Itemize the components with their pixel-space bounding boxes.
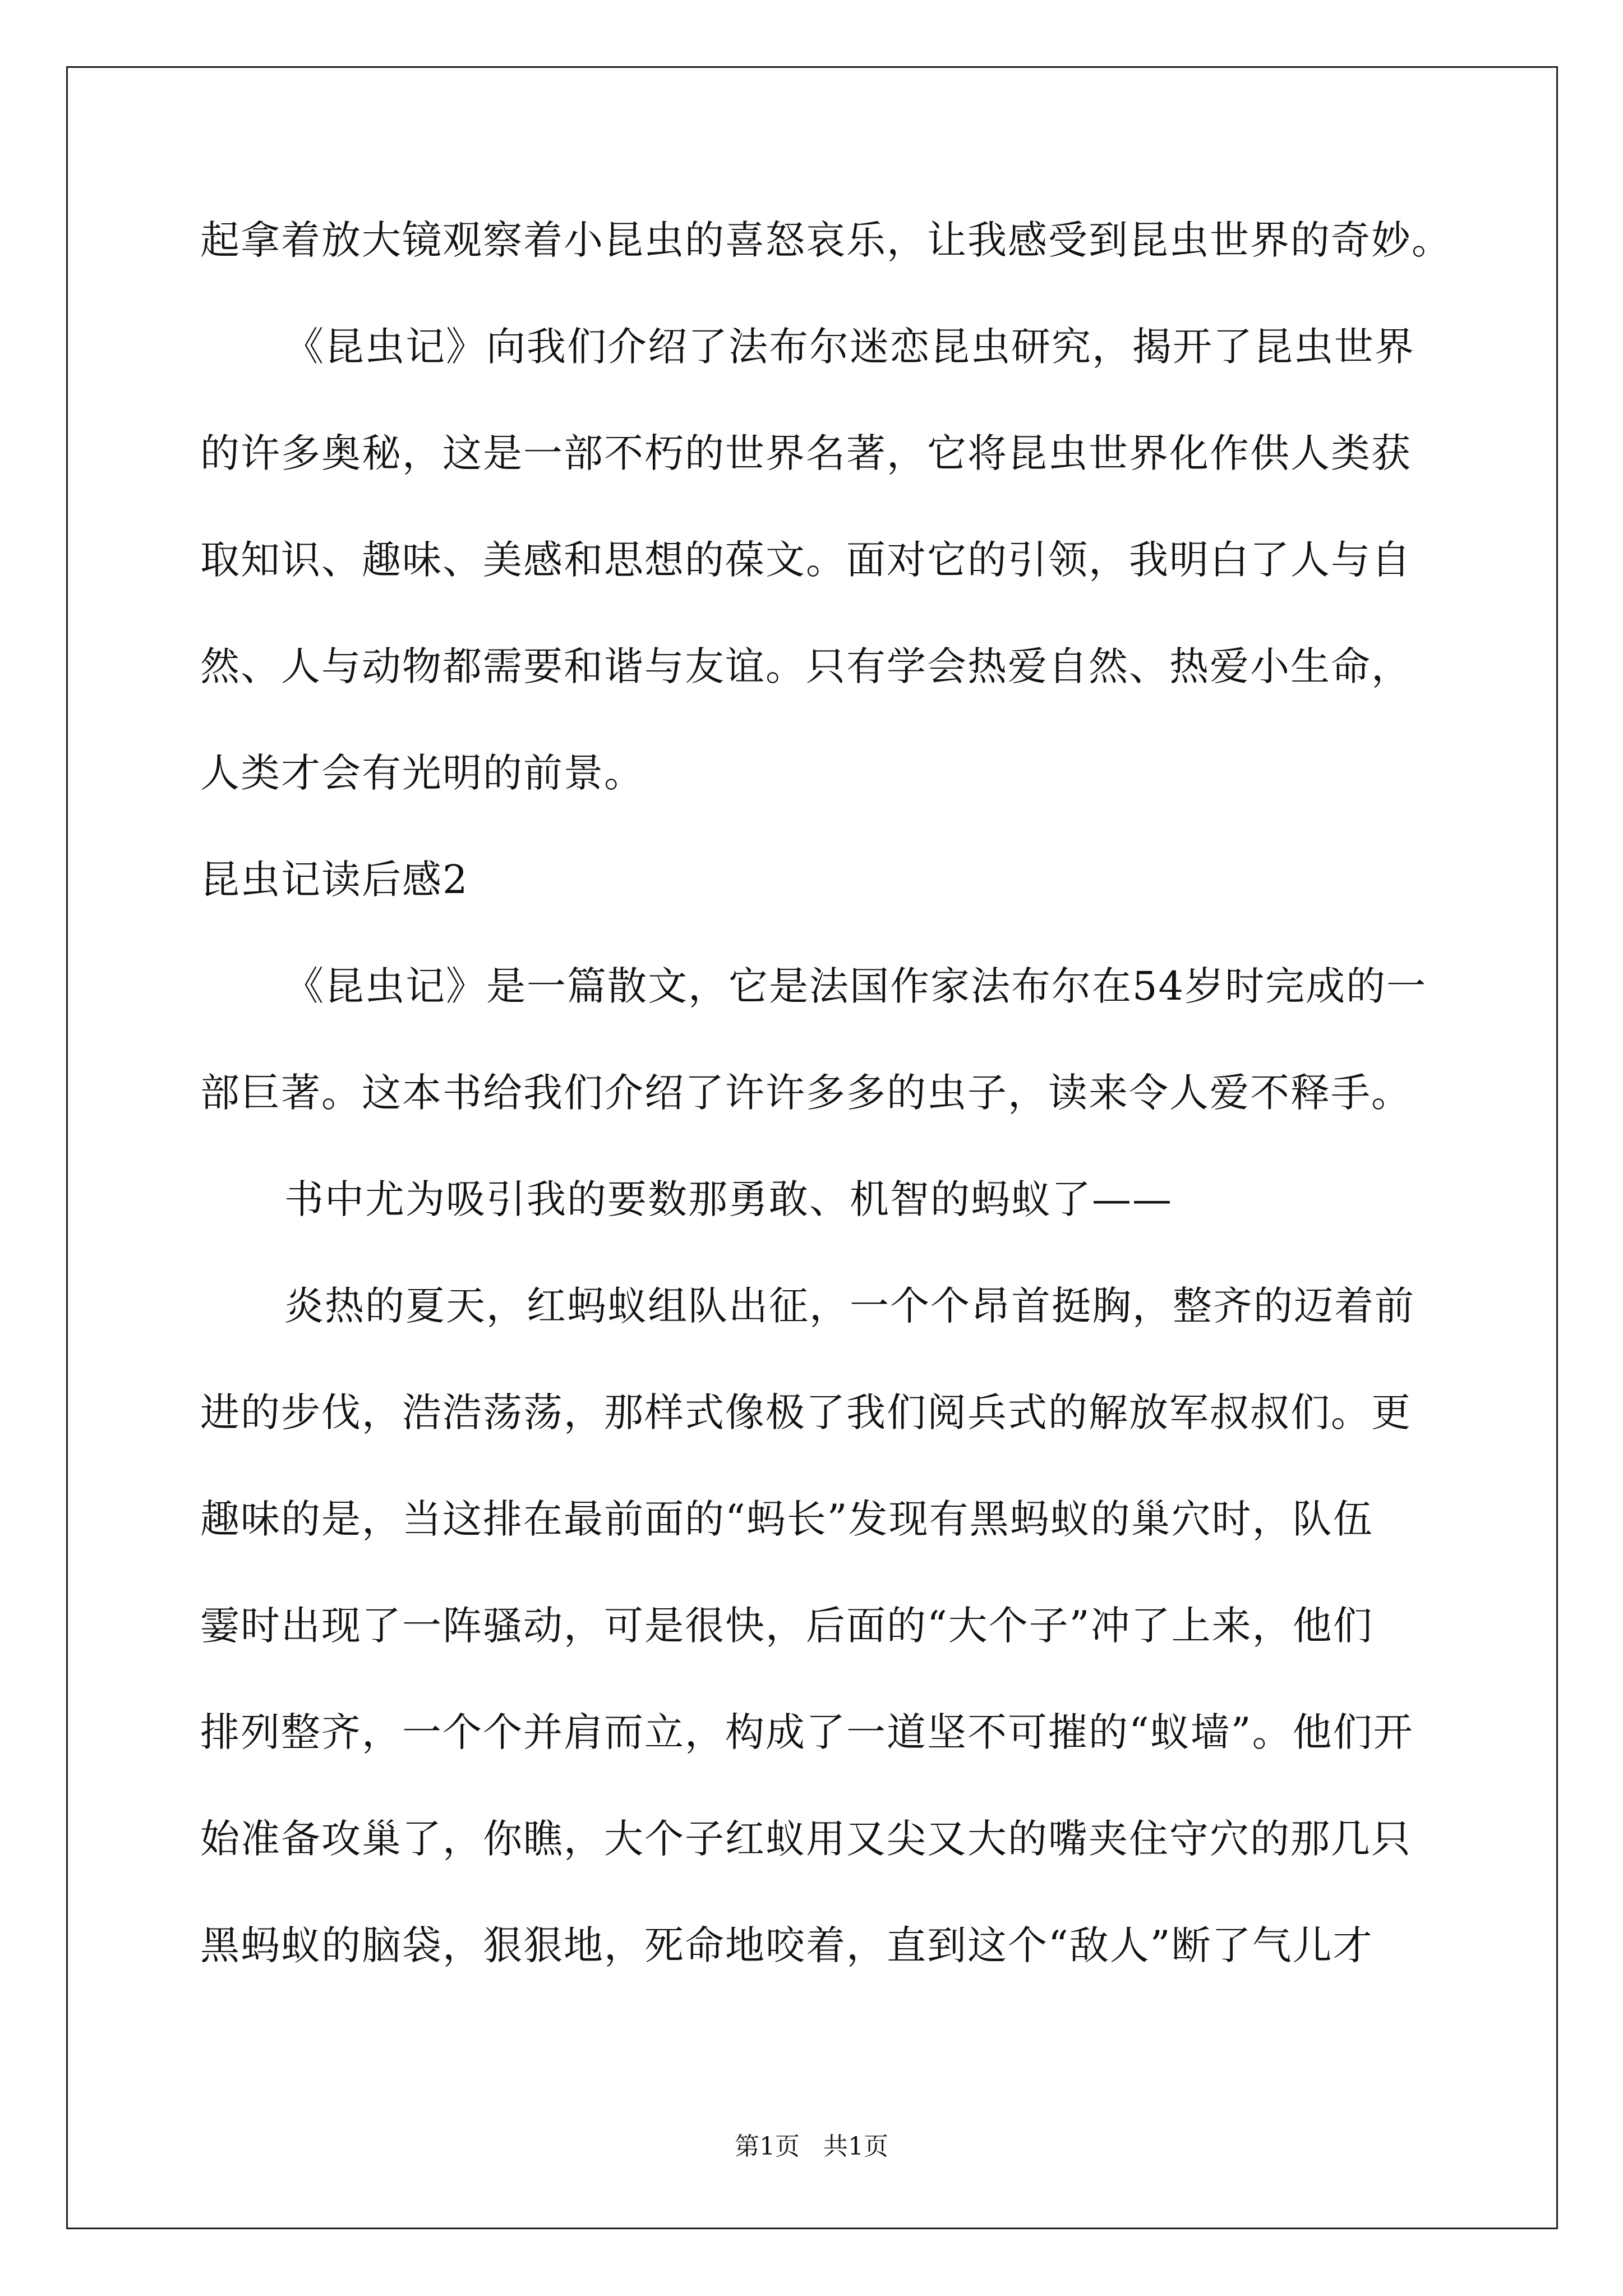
section-heading: 昆虫记读后感2 [200, 857, 469, 903]
body-line-13: 趣味的是，当这排在最前面的“蚂长”发现有黑蚂蚁的巢穴时，队伍 [200, 1496, 1373, 1542]
body-line-1: 起拿着放大镜观察着小昆虫的喜怒哀乐，让我感受到昆虫世界的奇妙。 [200, 217, 1452, 263]
body-line-16: 始准备攻巢了，你瞧，大个子红蚁用又尖又大的嘴夹住守穴的那几只 [200, 1816, 1412, 1862]
body-line-10: 书中尤为吸引我的要数那勇敢、机智的蚂蚁了—— [284, 1176, 1173, 1222]
page-footer [0, 2134, 1623, 2159]
body-line-6: 人类才会有光明的前景。 [200, 750, 644, 796]
page-border [66, 66, 1558, 2229]
body-line-14: 霎时出现了一阵骚动，可是很快，后面的“大个子”冲了上来，他们 [200, 1603, 1373, 1649]
body-line-12: 进的步伐，浩浩荡荡，那样式像极了我们阅兵式的解放军叔叔们。更 [200, 1389, 1412, 1435]
body-line-15: 排列整齐，一个个并肩而立，构成了一道坚不可摧的“蚁墙”。他们开 [200, 1709, 1414, 1755]
body-line-11: 炎热的夏天，红蚂蚁组队出征，一个个昂首挺胸，整齐的迈着前 [284, 1283, 1415, 1329]
body-line-17: 黑蚂蚁的脑袋，狠狠地，死命地咬着，直到这个“敌人”断了气儿才 [200, 1922, 1373, 1968]
page-number: 第1页 [735, 2132, 800, 2161]
body-line-2: 《昆虫记》向我们介绍了法布尔迷恋昆虫研究，揭开了昆虫世界 [284, 324, 1415, 370]
page-total: 共1页 [823, 2132, 888, 2161]
body-line-5: 然、人与动物都需要和谐与友谊。只有学会热爱自然、热爱小生命， [200, 643, 1412, 689]
body-line-4: 取知识、趣味、美感和思想的葆文。面对它的引领，我明白了人与自 [200, 537, 1412, 583]
body-line-9: 部巨著。这本书给我们介绍了许许多多的虫子，读来令人爱不释手。 [200, 1070, 1412, 1116]
body-line-3: 的许多奥秘，这是一部不朽的世界名著，它将昆虫世界化作供人类获 [200, 430, 1412, 476]
body-line-8: 《昆虫记》是一篇散文，它是法国作家法布尔在54岁时完成的一 [284, 963, 1427, 1009]
